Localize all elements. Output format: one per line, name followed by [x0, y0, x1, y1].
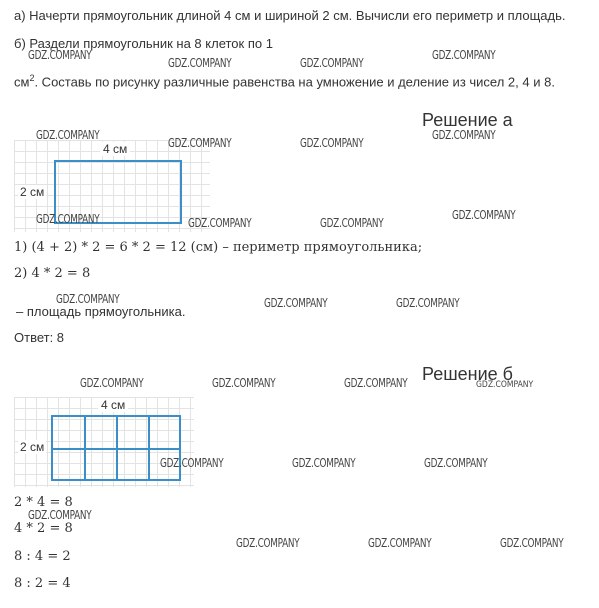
solution-a-length-label: 4 см — [100, 142, 130, 156]
watermark: GDZ.COMPANY — [212, 376, 276, 390]
solution-a-width-label: 2 см — [20, 185, 45, 199]
watermark: GDZ.COMPANY — [452, 208, 516, 222]
watermark: GDZ.COMPANY — [476, 380, 534, 390]
watermark: GDZ.COMPANY — [320, 216, 384, 230]
equality-1: 2 * 4 = 8 — [14, 495, 73, 510]
solution-b-length-label: 4 см — [98, 398, 128, 412]
watermark: GDZ.COMPANY — [300, 136, 364, 150]
task-b-text-rest: . Составь по рисунку различные равенства на умножение и деление из чисел 2, 4 и 8. — [34, 74, 555, 90]
solution-a-answer: Ответ: 8 — [14, 330, 65, 345]
watermark: GDZ.COMPANY — [188, 216, 252, 230]
watermark: GDZ.COMPANY — [36, 212, 100, 226]
solution-b-width-label: 2 см — [20, 440, 45, 454]
watermark: GDZ.COMPANY — [500, 536, 564, 550]
watermark: GDZ.COMPANY — [344, 376, 408, 390]
watermark: GDZ.COMPANY — [396, 296, 460, 310]
watermark: GDZ.COMPANY — [56, 292, 120, 306]
unit-cm: см — [14, 74, 30, 90]
watermark: GDZ.COMPANY — [168, 56, 232, 70]
watermark: GDZ.COMPANY — [432, 128, 496, 142]
divider-horizontal — [53, 448, 179, 450]
equality-4: 8 : 2 = 4 — [14, 576, 71, 591]
watermark: GDZ.COMPANY — [36, 128, 100, 142]
watermark: GDZ.COMPANY — [424, 456, 488, 470]
solution-b-heading: Решение б — [422, 364, 513, 384]
watermark: GDZ.COMPANY — [300, 56, 364, 70]
watermark: GDZ.COMPANY — [264, 296, 328, 310]
watermark: GDZ.COMPANY — [160, 456, 224, 470]
solution-a-step2-note: – площадь прямоугольника. — [16, 304, 186, 319]
watermark: GDZ.COMPANY — [292, 456, 356, 470]
solution-b-rectangle — [51, 415, 181, 481]
watermark: GDZ.COMPANY — [28, 48, 92, 62]
watermark: GDZ.COMPANY — [236, 536, 300, 550]
solution-a-step2: 2) 4 * 2 = 8 — [14, 266, 91, 281]
watermark: GDZ.COMPANY — [368, 536, 432, 550]
watermark: GDZ.COMPANY — [80, 376, 144, 390]
task-b-text-line1: б) Раздели прямоугольник на 8 клеток по 1 — [14, 36, 273, 51]
watermark: GDZ.COMPANY — [28, 508, 92, 522]
solution-a-step1: 1) (4 + 2) * 2 = 6 * 2 = 12 (см) – периметр прямоугольника; — [14, 240, 423, 255]
watermark: GDZ.COMPANY — [168, 136, 232, 150]
task-a-text: а) Начерти прямоугольник длиной 4 см и шириной 2 см. Вычисли его периметр и площадь. — [14, 8, 566, 23]
equality-2: 4 * 2 = 8 — [14, 521, 73, 536]
watermark: GDZ.COMPANY — [432, 48, 496, 62]
equality-3: 8 : 4 = 2 — [14, 549, 71, 564]
solution-a-heading: Решение а — [422, 110, 513, 130]
unit-exponent: 2 — [29, 73, 35, 83]
task-b-text-line2 — [14, 73, 555, 89]
